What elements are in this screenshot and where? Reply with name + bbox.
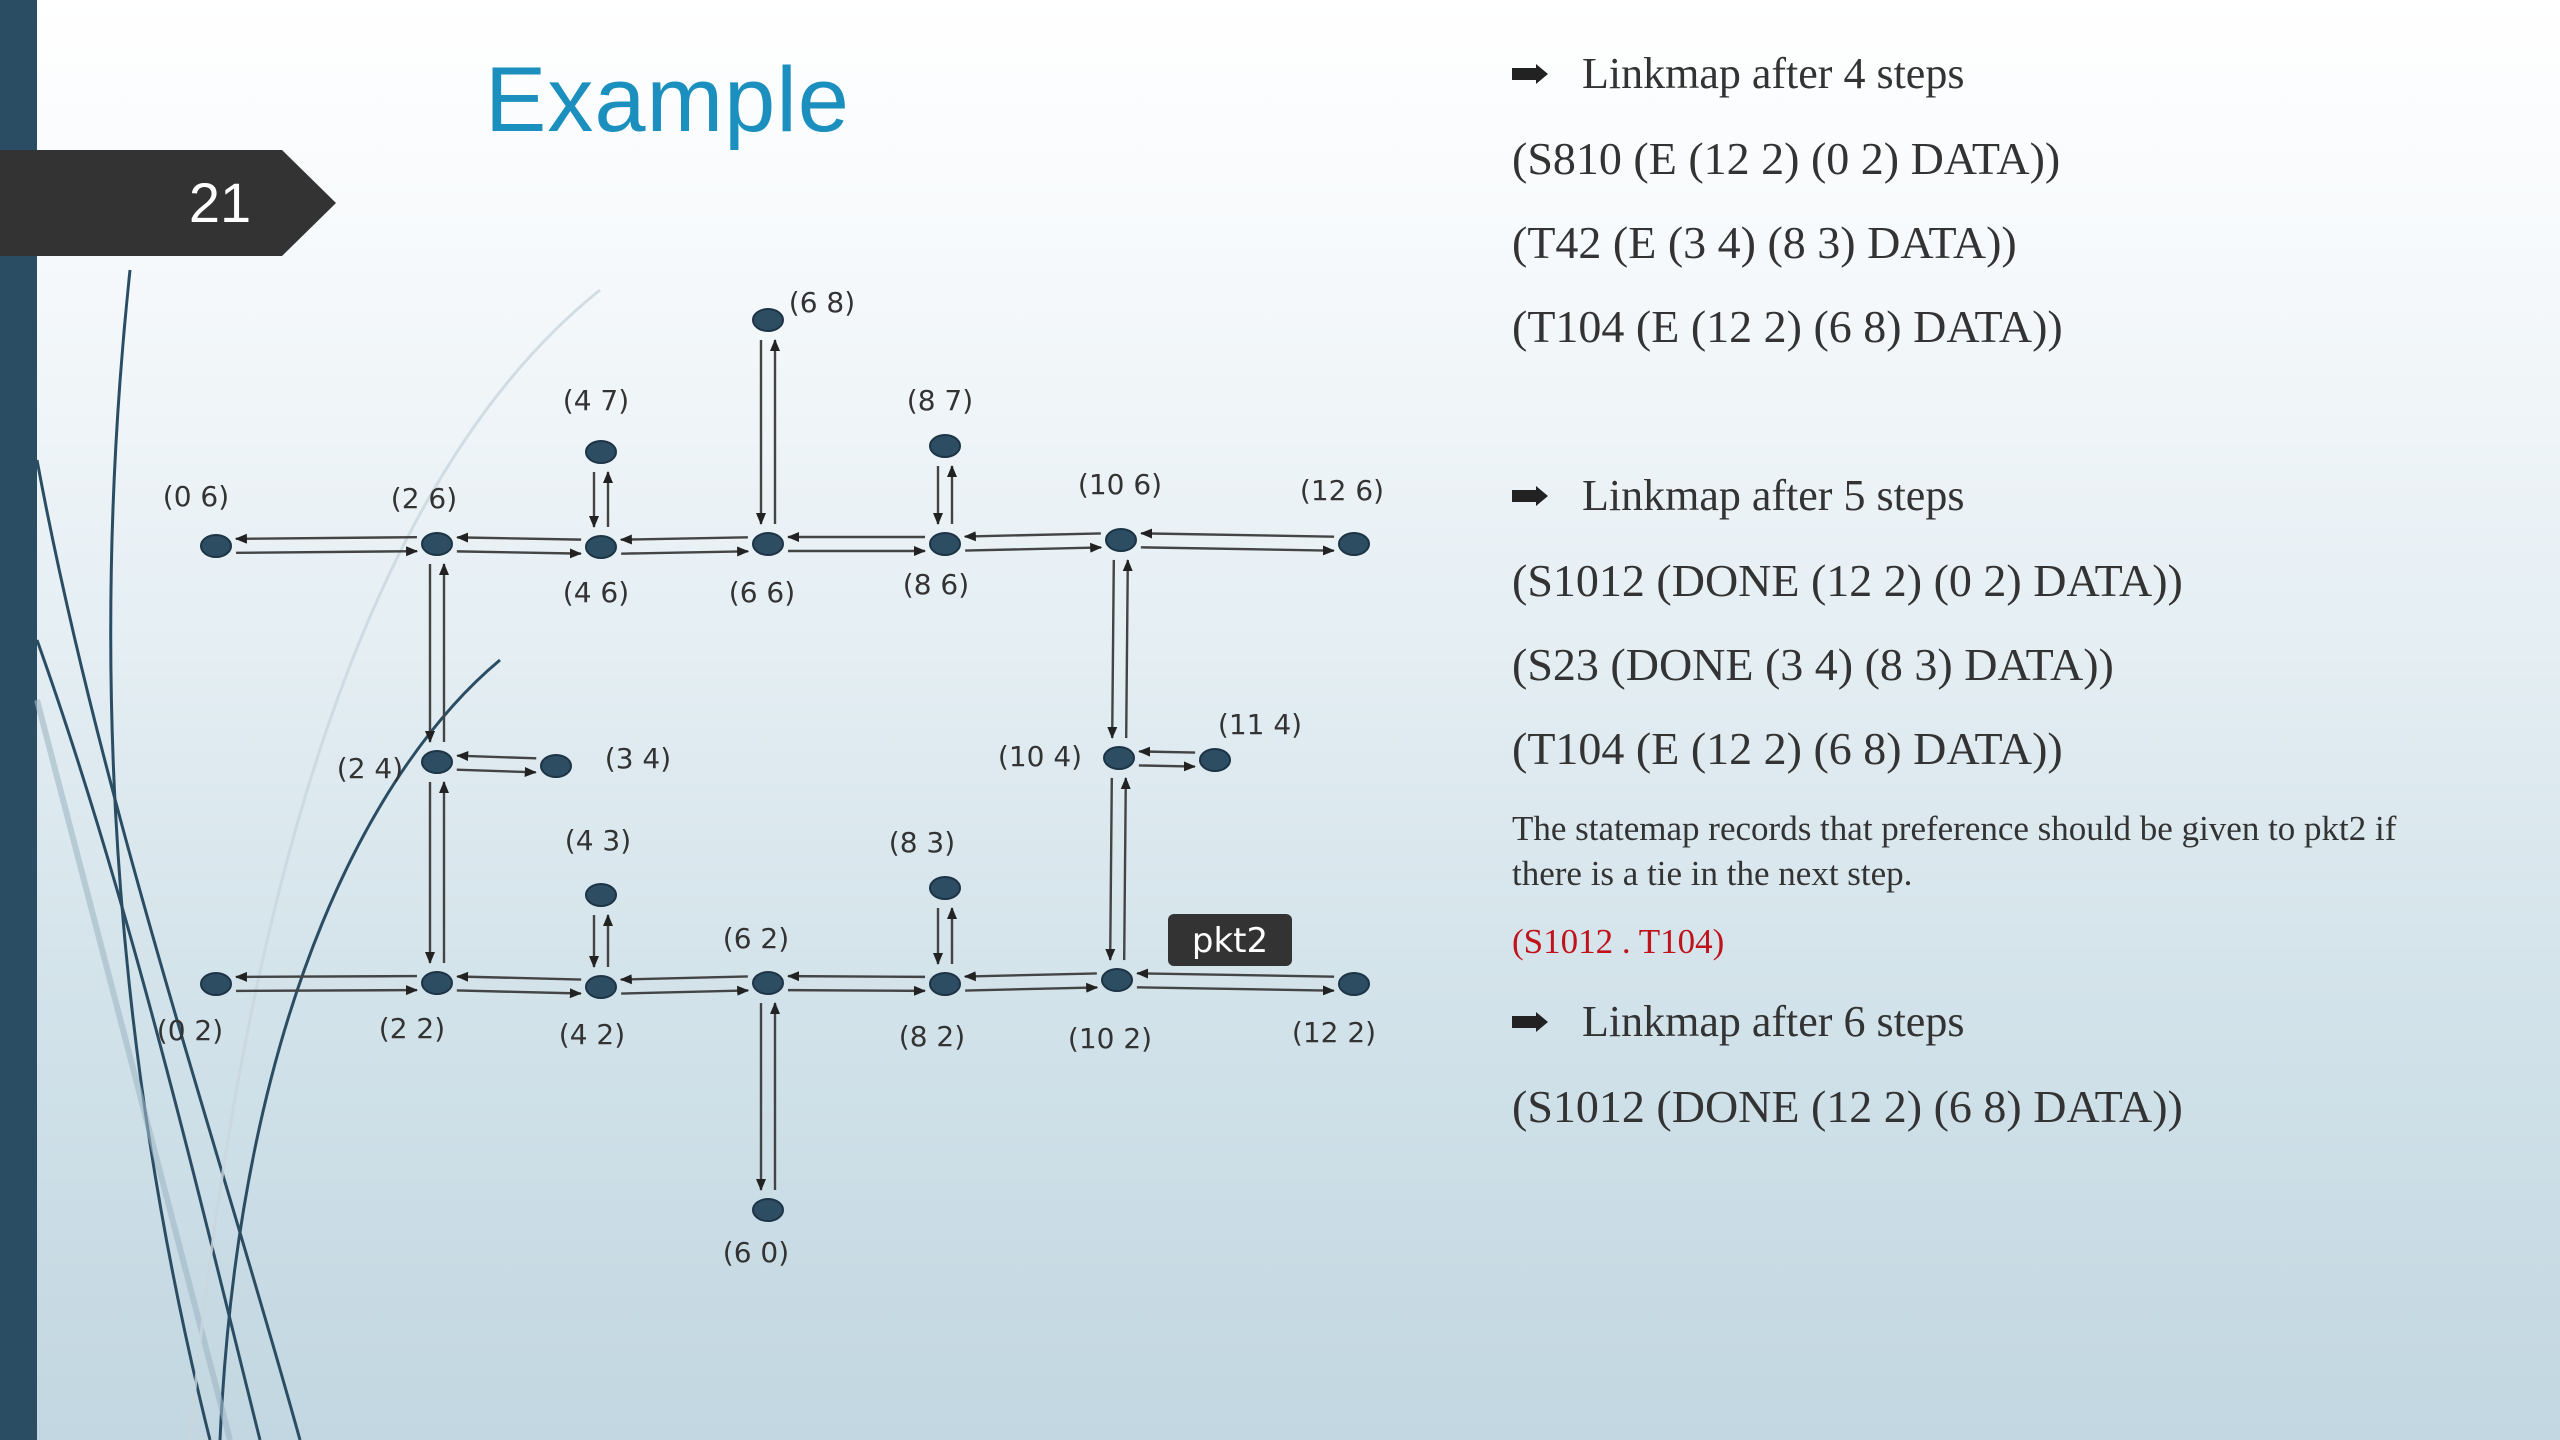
node-label: (3 4) [604,742,672,775]
link-edge [965,987,1097,990]
link-edge [621,990,748,993]
node-2-2 [422,972,452,994]
node-8-2 [930,973,960,995]
node-8-6 [930,533,960,555]
bullet-linkmap-6 [1512,996,1964,1047]
node-label: (8 3) [888,826,956,859]
node-4-2 [586,976,616,998]
link-edge [1126,560,1128,738]
linkmap-line: (T42 (E (3 4) (8 3) DATA)) [1512,217,2017,268]
node-label: (4 6) [562,576,630,609]
node-8-7 [930,435,960,457]
diagram-labels [157,286,1384,1269]
node-4-7 [586,441,616,463]
link-edge [457,770,536,773]
bullet-label: Linkmap after 5 steps [1582,471,1965,520]
bullet-linkmap-4 [1512,48,1964,99]
node-label: (0 6) [162,480,230,513]
node-11-4 [1200,749,1230,771]
link-edge [236,990,417,991]
node-10-4 [1104,747,1134,769]
node-label: (10 2) [1067,1022,1153,1055]
link-edge [621,976,748,979]
node-12-6 [1339,533,1369,555]
node-2-6 [422,533,452,555]
link-edge [621,551,748,553]
link-edge [236,551,417,553]
link-edge [457,756,536,759]
link-edge [1137,987,1334,990]
node-10-2 [1102,969,1132,991]
node-label: (8 2) [898,1020,966,1053]
linkmap-line: (S1012 (DONE (12 2) (6 8) DATA)) [1512,1081,2183,1132]
node-label: (4 2) [558,1018,626,1051]
link-edge [457,990,581,993]
slide-title: Example [485,49,850,151]
bullet-arrow-icon [1512,64,1548,84]
link-edge [788,976,925,977]
node-0-2 [201,973,231,995]
node-6-6 [753,533,783,555]
node-label: (4 7) [562,384,630,417]
node-label: (12 6) [1299,474,1385,507]
node-label: (4 3) [564,824,632,857]
link-edge [1139,751,1195,752]
link-edge [1141,533,1334,536]
node-label: (2 6) [390,482,458,515]
bullet-arrow-icon [1512,486,1548,506]
node-8-3 [930,877,960,899]
node-6-2 [753,972,783,994]
linkmap-line: (S23 (DONE (3 4) (8 3) DATA)) [1512,639,2114,690]
bullet-linkmap-5 [1512,470,1964,521]
pkt2-label: pkt2 [1191,921,1269,961]
link-edge [621,537,748,539]
link-edge [1110,778,1112,960]
node-label: (6 8) [788,286,856,319]
bullet-arrow-icon [1512,1012,1548,1032]
node-label: (6 6) [728,576,796,609]
node-2-4 [422,751,452,773]
link-edge [236,537,417,539]
node-label: (0 2) [156,1014,224,1047]
link-edge [457,551,581,553]
link-edge [965,547,1101,550]
statemap-note: The statemap records that preference should be given to pkt2 if there is a tie in the next step. [1512,809,2397,893]
node-label: (6 0) [722,1236,790,1269]
node-label: (8 6) [902,568,970,601]
node-12-2 [1339,973,1369,995]
node-0-6 [201,535,231,557]
link-edge [1137,973,1334,976]
linkmap-line: (S810 (E (12 2) (0 2) DATA)) [1512,133,2061,184]
link-edge [1141,547,1334,550]
node-10-6 [1106,529,1136,551]
linkmap-line: (T104 (E (12 2) (6 8) DATA)) [1512,301,2063,352]
node-3-4 [541,755,571,777]
link-edge [1139,765,1195,766]
node-label: (10 6) [1077,468,1163,501]
link-edge [236,976,417,977]
node-4-6 [586,536,616,558]
link-edge [457,976,581,979]
link-edge [788,990,925,991]
node-label: (2 2) [378,1012,446,1045]
node-label: (12 2) [1291,1016,1377,1049]
slide-number: 21 [188,171,252,234]
node-4-3 [586,884,616,906]
linkmap-line: (T104 (E (12 2) (6 8) DATA)) [1512,723,2063,774]
bullet-label: Linkmap after 4 steps [1582,49,1965,98]
link-edge [1124,778,1126,960]
node-label: (2 4) [336,752,404,785]
node-label: (8 7) [906,384,974,417]
link-edge [457,537,581,539]
statemap-value: (S1012 . T104) [1512,922,1725,961]
link-edge [965,533,1101,536]
linkmap-line: (S1012 (DONE (12 2) (0 2) DATA)) [1512,555,2183,606]
bullet-label: Linkmap after 6 steps [1582,997,1965,1046]
node-6-8 [753,309,783,331]
link-edge [1112,560,1114,738]
node-label: (11 4) [1217,708,1303,741]
link-edge [965,973,1097,976]
node-label: (10 4) [997,740,1083,773]
node-label: (6 2) [722,922,790,955]
node-6-0 [753,1199,783,1221]
